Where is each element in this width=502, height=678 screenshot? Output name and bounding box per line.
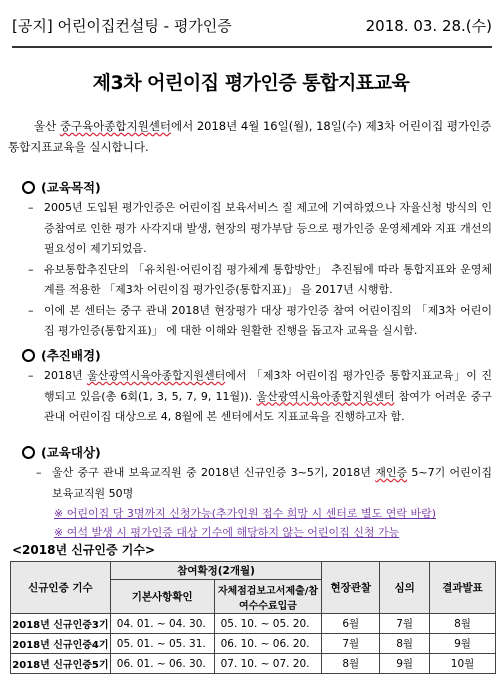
table-cell: 07. 10. ~ 07. 20.: [214, 654, 322, 674]
text-part: 참여가 어려운 중구 관내 어린이집 대상으로 4, 8월에 본 센터에서도 지표교육을 진행하고자 함.: [44, 389, 493, 423]
text-part: 재인증: [375, 466, 408, 479]
list-item-text: 이에 본 센터는 중구 관내 2018년 현장평가 대상 평가인증 참여 어린이집의 「제3차 어린이집 평가인증(통합지표)」 에 대한 이해와 원활한 진행을 돕고자 교육을 실시함.: [44, 303, 492, 337]
text-part: 에서 「제3차 어린이집 평가인증 통합지표교육」이 진행되고 있음(총 6회(1, 3, 5, 7, 9, 11월)).: [44, 369, 492, 403]
list-item-text: [52, 463, 492, 504]
background-list: [28, 366, 492, 428]
table-cell: 06. 01. ~ 06. 30.: [110, 654, 214, 674]
table-cell: 7월: [322, 634, 380, 654]
text-part: 울산 중구 관내 보육교직원 중 2018년 신규인증 3~5기, 2018년: [52, 466, 376, 479]
table-cell: 8월: [380, 634, 430, 654]
center-name: 중구육아종합지원센터: [59, 119, 171, 133]
table-cell: 9월: [430, 634, 496, 654]
section-title: (교육대상): [41, 445, 101, 460]
table-cell: 2018년 신규인증4기: [11, 634, 111, 654]
header-result: 결과발표: [430, 562, 496, 614]
table-cell: 8월: [322, 654, 380, 674]
table-cell: 05. 01. ~ 05. 31.: [110, 634, 214, 654]
header-observation: 현장관찰: [322, 562, 380, 614]
circle-bullet-icon: [22, 349, 35, 362]
document-title: 제3차 어린이집 평가인증 통합지표교육: [92, 72, 410, 94]
list-item: – 2018년 울산광역시육아종합지원센터에서 「제3차 어린이집 평가인증 통합지표교육」이 진행되고 있음(총 6회(1, 3, 5, 7, 9, 11월)). 울산광역시육아종합지원센터 참여가 어려운 중구 관내 어린이집 대상으로 4, 8월에 본 센터에서도 지표교육을 진행하고자 함.: [28, 366, 492, 428]
list-item: – 유보통합추진단의 「유치원·어린이집 평가체계 통합방안」 추진됨에 따라 통합지표와 운영체계를 적용한 「제3차 어린이집 평가인증(통합지표)」 을 2017년 시행함.: [28, 260, 492, 301]
table-row: [11, 654, 496, 674]
table-cell: 05. 10. ~ 05. 20.: [214, 614, 322, 634]
intro-text: 울산: [34, 119, 60, 133]
list-item: – 이에 본 센터는 중구 관내 2018년 현장평가 대상 평가인증 참여 어린이집의 「제3차 어린이집 평가인증(통합지표)」 에 대한 이해와 원활한 진행을 돕고자 교육을 실시함.: [28, 301, 492, 342]
note-line: ※ 어린이집 당 3명까지 신청가능(추가인원 접수 희망 시 센터로 별도 연락 바람): [54, 507, 437, 520]
header-participation: 참여확정(2개월): [110, 562, 322, 580]
section-title: (추진배경): [41, 348, 101, 363]
notice-header: [12, 6, 492, 48]
section-background-heading: [22, 346, 101, 364]
purpose-list: [28, 198, 492, 342]
table-cell: 9월: [380, 654, 430, 674]
section-target-heading: [22, 443, 101, 461]
intro-text: 에서 2018년 4월 16일(월), 18일(수) 제3차 어린이집 평가인증 통합지표교육을 실시합니다.: [8, 119, 492, 154]
center-name: 울산광역시육아종합지원센터: [256, 389, 395, 403]
header-basic-check: 기본사항확인: [110, 580, 214, 614]
notice-date: 2018. 03. 28.(수): [365, 17, 492, 35]
notice-category: [공지] 어린이집컨설팅 - 평가인증: [12, 17, 232, 35]
header-review: 심의: [380, 562, 430, 614]
table-cell: 6월: [322, 614, 380, 634]
list-item-text: 유보통합추진단의 「유치원·어린이집 평가체계 통합방안」 추진됨에 따라 통합지표와 운영체계를 적용한 「제3차 어린이집 평가인증(통합지표)」 을 2017년 시행함.: [44, 262, 492, 296]
list-item-text: [44, 366, 492, 428]
table-cell: 04. 01. ~ 04. 30.: [110, 614, 214, 634]
intro-paragraph: [8, 116, 492, 158]
table-cell: 06. 10. ~ 06. 20.: [214, 634, 322, 654]
table-cell: 2018년 신규인증5기: [11, 654, 111, 674]
schedule-table: [10, 561, 496, 674]
text-part: 5~7기 어린이집 보육교직원 50명: [52, 466, 492, 500]
center-name: 울산광역시육아종합지원센터: [87, 369, 226, 382]
target-notes: [54, 504, 436, 542]
table-cell: 8월: [430, 614, 496, 634]
header-cohort: 신규인증 기수: [11, 562, 111, 614]
table-cell: 7월: [380, 614, 430, 634]
list-item: – 울산 중구 관내 보육교직원 중 2018년 신규인증 3~5기, 2018년 재인증 5~7기 어린이집 보육교직원 50명: [36, 463, 492, 504]
text-part: 2018년: [44, 369, 88, 382]
circle-bullet-icon: [22, 446, 35, 459]
list-item: – 2005년 도입된 평가인증은 어린이집 보육서비스 질 제고에 기여하였으나 자율신청 방식의 인증참여로 인한 평가 사각지대 발생, 현장의 평가부담 등으로 평가인증 운영체계와 지표 개선의 필요성이 제기되었음.: [28, 198, 492, 260]
table-caption: <2018년 신규인증 기수>: [12, 543, 156, 557]
target-list: [36, 463, 492, 504]
table-row: [11, 634, 496, 654]
list-item-text: 2005년 도입된 평가인증은 어린이집 보육서비스 질 제고에 기여하였으나 자율신청 방식의 인증참여로 인한 평가 사각지대 발생, 현장의 평가부담 등으로 평가인증 운영체계와 지표 개선의 필요성이 제기되었음.: [44, 201, 492, 255]
header-self-check: 자체점검보고서제출/참여수수료입금: [214, 580, 322, 614]
table-cell: 10월: [430, 654, 496, 674]
table-cell: 2018년 신규인증3기: [11, 614, 111, 634]
circle-bullet-icon: [22, 181, 35, 194]
note-line: ※ 여석 발생 시 평가인증 대상 기수에 해당하지 않는 어린이집 신청 가능: [54, 526, 400, 539]
section-title: (교육목적): [41, 180, 101, 195]
section-purpose-heading: [22, 178, 101, 196]
table-row: [11, 614, 496, 634]
